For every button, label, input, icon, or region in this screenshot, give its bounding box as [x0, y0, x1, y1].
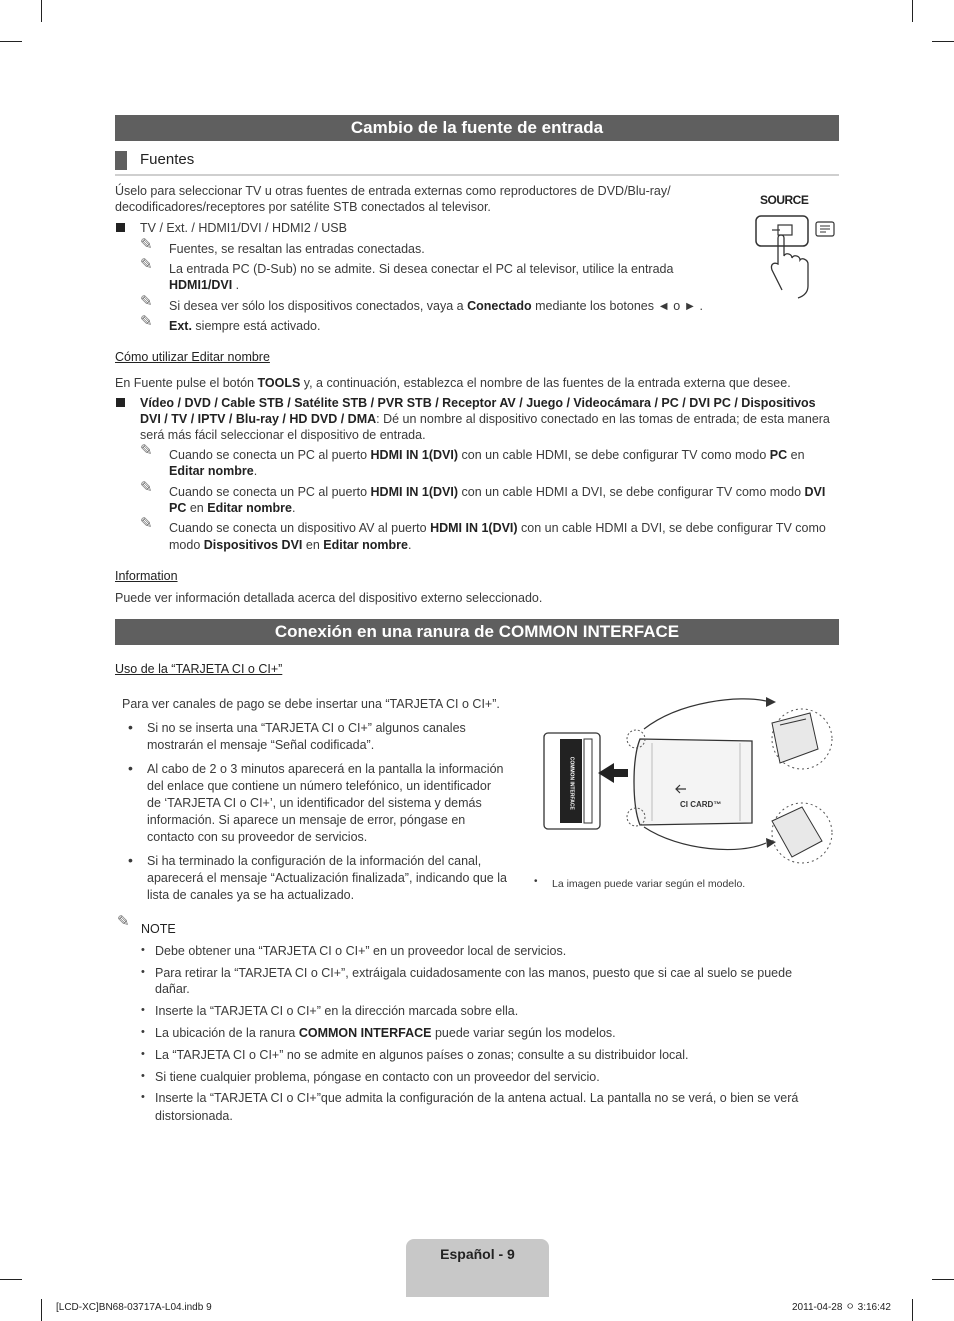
text-part: . — [291, 501, 296, 515]
bullet-dot: • — [141, 1048, 145, 1060]
note-bold: Ext. — [169, 319, 192, 333]
text-part: en — [186, 501, 208, 515]
bullet-dot: • — [128, 760, 133, 776]
bullet-dot: • — [534, 876, 538, 887]
bullet-dot: • — [141, 1026, 145, 1038]
note-item: distorsionada. — [155, 1109, 233, 1123]
note-text — [169, 520, 826, 537]
crop-mark — [41, 0, 42, 22]
note-pencil-icon: ✎ — [140, 442, 153, 459]
note-text — [169, 447, 805, 464]
ci-bullet-line: del enlace que contiene un número telefónico, un identificador — [147, 779, 491, 793]
note-pencil-icon: ✎ — [140, 236, 153, 253]
text-bold: DVI — [804, 485, 826, 499]
text-bold: PC — [169, 501, 187, 515]
text-bold: DVI / TV / IPTV / Blu-ray / HD DVD / DMA — [140, 412, 377, 426]
section-title: Conexión en una ranura de COMMON INTERFACE — [115, 619, 839, 645]
ci-bullet-line: lista de canales ya se ha actualizado. — [147, 888, 355, 902]
ci-bullet-line: aparecerá el mensaje “Actualización finalizada”, indicando que la — [147, 871, 507, 885]
ci-card-label: CI CARD™ — [680, 800, 722, 809]
text-bold: TOOLS — [257, 376, 301, 390]
text-part: . — [253, 464, 258, 478]
source-remote-illustration — [750, 190, 840, 300]
bullet-dot: • — [141, 1070, 145, 1082]
page-number-tab — [406, 1239, 549, 1297]
note-pencil-icon: ✎ — [140, 256, 153, 273]
ci-bullet-line: Si no se inserta una “TARJETA CI o CI+” algunos canales — [147, 721, 466, 735]
note-pencil-icon: ✎ — [117, 913, 130, 930]
subheading-edit-name: Cómo utilizar Editar nombre — [115, 350, 270, 364]
text-part: modo — [169, 538, 204, 552]
note-text — [169, 277, 239, 294]
bullet-dot: • — [141, 966, 145, 978]
subsection-marker — [115, 151, 127, 170]
note-pencil-icon: ✎ — [140, 479, 153, 496]
edit-intro — [115, 375, 791, 392]
text-part: en — [302, 538, 324, 552]
crop-mark — [0, 1279, 22, 1280]
subsection-title: Fuentes — [140, 151, 195, 168]
footer-date: 2011-04-28 ㅇ 3:16:42 — [792, 1302, 891, 1313]
bullet-square — [116, 223, 125, 232]
bullet-dot: • — [128, 719, 133, 735]
note-text — [169, 298, 703, 315]
note-text-part: mediante los botones ◄ o ► . — [531, 299, 704, 313]
source-button-label: SOURCE — [760, 193, 809, 207]
note-item: Inserte la “TARJETA CI o CI+”que admita la configuración de la antena actual. La pantalla no se verá, o bien se verá — [155, 1091, 799, 1105]
ci-card-drawing — [540, 695, 840, 870]
note-item: Si tiene cualquier problema, póngase en contacto con un proveedor del servicio. — [155, 1070, 600, 1084]
ci-bullet-line: mostrarán el mensaje “Señal codificada”. — [147, 738, 375, 752]
text-bold: Dispositivos DVI — [203, 538, 303, 552]
text-bold: HDMI IN 1(DVI) — [430, 521, 518, 535]
crop-mark — [0, 41, 22, 42]
note-text-tail: . — [232, 278, 240, 292]
text-part: Cuando se conecta un dispositivo AV al puerto — [169, 521, 431, 535]
subsection-header — [115, 151, 839, 176]
ci-card-illustration — [540, 695, 840, 870]
bullet-square — [116, 398, 125, 407]
note-item: dañar. — [155, 982, 190, 996]
subheading-information: Information — [115, 569, 178, 583]
note-text — [169, 318, 320, 335]
information-text: Puede ver información detallada acerca del dispositivo externo seleccionado. — [115, 591, 543, 605]
subheading-ci-card: Uso de la “TARJETA CI o CI+” — [115, 662, 283, 676]
ci-bullet-line: contacto con su proveedor de servicios. — [147, 830, 368, 844]
text-part: con un cable HDMI a DVI, se debe configurar TV como modo — [458, 485, 805, 499]
crop-mark — [912, 1299, 913, 1321]
note-bold: HDMI1/DVI — [169, 278, 233, 292]
note-item: Inserte la “TARJETA CI o CI+” en la dirección marcada sobre ella. — [155, 1004, 519, 1018]
crop-mark — [41, 1299, 42, 1321]
text-part: En Fuente pulse el botón — [115, 376, 258, 390]
note-pencil-icon: ✎ — [140, 515, 153, 532]
text-bold: COMMON INTERFACE — [298, 1026, 432, 1040]
text-bold: Editar nombre — [169, 464, 254, 478]
bullet-bold-line: Vídeo / DVD / Cable STB / Satélite STB / PVR STB / Receptor AV / Juego / Videocámara / PC / DVI PC / Dispositivos — [140, 396, 816, 410]
note-item: Para retirar la “TARJETA CI o CI+”, extráigala cuidadosamente con las manos, puesto que si cae al suelo se puede — [155, 966, 793, 980]
note-text — [169, 537, 411, 554]
note-text — [169, 484, 825, 501]
ci-bullet-line: de ‘TARJETA CI o CI+’, un identificador del sistema y demás — [147, 796, 482, 810]
text-part: . — [408, 538, 412, 552]
intro-line: Úselo para seleccionar TV u otras fuentes de entrada externas como reproductores de DVD/Blu-ray/ — [115, 184, 671, 198]
note-item: Debe obtener una “TARJETA CI o CI+” en un proveedor local de servicios. — [155, 944, 567, 958]
ci-bullet-line: Si ha terminado la configuración de la información del canal, — [147, 854, 482, 868]
text-part: Cuando se conecta un PC al puerto — [169, 485, 371, 499]
note-text-part: siempre está activado. — [191, 319, 321, 333]
text-part: La ubicación de la ranura — [155, 1026, 299, 1040]
bullet-dot: • — [141, 944, 145, 956]
note-item — [155, 1025, 616, 1042]
note-text: La entrada PC (D-Sub) no se admite. Si desea conectar el PC al televisor, utilice la entrada — [169, 262, 674, 276]
remote-hand-icon — [750, 190, 840, 300]
bullet-dot: • — [141, 1004, 145, 1016]
bullet-line — [140, 411, 830, 428]
text-part: en — [787, 448, 805, 462]
page-number: Español - 9 — [440, 1246, 515, 1262]
text-part: puede variar según los modelos. — [431, 1026, 616, 1040]
note-label: NOTE — [141, 922, 176, 936]
intro-line: decodificadores/receptores por satélite STB conectados al televisor. — [115, 200, 491, 214]
text-part: con un cable HDMI a DVI, se debe configurar TV como — [517, 521, 826, 535]
text-part: Cuando se conecta un PC al puerto — [169, 448, 371, 462]
ci-intro: Para ver canales de pago se debe insertar una “TARJETA CI o CI+”. — [122, 697, 500, 711]
note-text: Fuentes, se resaltan las entradas conectadas. — [169, 242, 425, 256]
bullet-line: será más fácil seleccionar el dispositivo de entrada. — [140, 428, 426, 442]
note-pencil-icon: ✎ — [140, 313, 153, 330]
crop-mark — [912, 0, 913, 22]
ci-bullet-line: Al cabo de 2 o 3 minutos aparecerá en la pantalla la información — [147, 762, 504, 776]
text-part: y, a continuación, establezca el nombre de las fuentes de la entrada externa que desee. — [300, 376, 791, 390]
note-text — [169, 500, 295, 517]
image-caption: La imagen puede variar según el modelo. — [552, 878, 746, 890]
ci-slot-label: COMMON INTERFACE — [568, 756, 575, 810]
text-bold: HDMI IN 1(DVI) — [370, 448, 459, 462]
note-item: La “TARJETA CI o CI+” no se admite en algunos países o zonas; consulte a su distribuidor local. — [155, 1048, 689, 1062]
note-text — [169, 463, 257, 480]
crop-mark — [932, 41, 954, 42]
text-part: : Dé un nombre al dispositivo conectado en las tomas de entrada; de esta manera — [376, 412, 830, 426]
bullet-dot: • — [128, 852, 133, 868]
text-bold: Editar nombre — [207, 501, 292, 515]
section-title: Cambio de la fuente de entrada — [115, 115, 839, 141]
bullet-dot: • — [141, 1091, 145, 1103]
text-bold: Editar nombre — [323, 538, 408, 552]
footer-file: [LCD-XC]BN68-03717A-L04.indb 9 — [56, 1302, 212, 1313]
note-pencil-icon: ✎ — [140, 293, 153, 310]
note-bold: Conectado — [467, 299, 532, 313]
note-text-part: Si desea ver sólo los dispositivos conectados, vaya a — [169, 299, 468, 313]
ci-bullet-line: información. Si aparece un mensaje de error, póngase en — [147, 813, 466, 827]
bullet-text: TV / Ext. / HDMI1/DVI / HDMI2 / USB — [140, 221, 347, 235]
crop-mark — [932, 1279, 954, 1280]
text-part: con un cable HDMI, se debe configurar TV como modo — [458, 448, 770, 462]
text-bold: PC — [769, 448, 788, 462]
text-bold: HDMI IN 1(DVI) — [370, 485, 459, 499]
